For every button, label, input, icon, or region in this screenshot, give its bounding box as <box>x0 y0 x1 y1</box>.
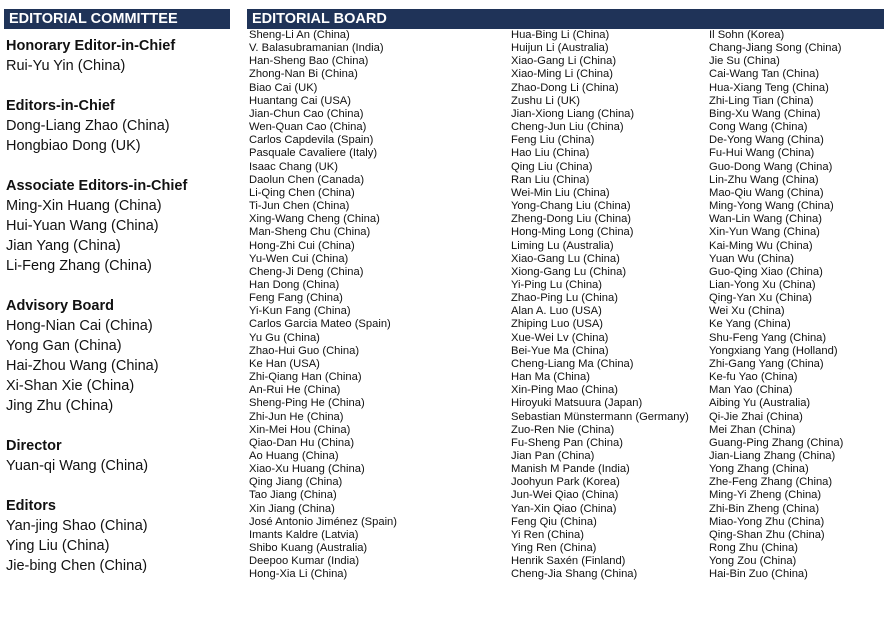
board-member: Zuo-Ren Nie (China) <box>511 423 615 436</box>
board-member: Lin-Zhu Wang (China) <box>709 173 819 186</box>
board-member: Hong-Zhi Cui (China) <box>249 239 355 252</box>
board-member: Il Sohn (Korea) <box>709 29 785 41</box>
board-member: Guo-Dong Wang (China) <box>709 160 833 173</box>
board-member: Qiao-Dan Hu (China) <box>249 436 355 449</box>
committee-member: Ying Liu (China) <box>6 538 110 554</box>
committee-section <box>6 176 242 276</box>
board-member: Ke Yang (China) <box>709 318 791 331</box>
board-member: Carlos Garcia Mateo (Spain) <box>249 318 391 331</box>
board-column-3 <box>709 29 843 582</box>
board-member: Zhao-Hui Guo (China) <box>249 344 360 357</box>
editorial-committee-list <box>6 36 242 596</box>
board-member: Ke-fu Yao (China) <box>709 371 798 384</box>
committee-member: Li-Feng Zhang (China) <box>6 258 152 274</box>
board-member: Biao Cai (UK) <box>249 81 318 94</box>
board-member: Zhe-Feng Zhang (China) <box>709 476 833 489</box>
board-member: Ti-Jun Chen (China) <box>249 200 350 213</box>
board-member: Jian-Liang Zhang (China) <box>709 450 836 462</box>
committee-section <box>6 96 242 156</box>
board-member: Bei-Yue Ma (China) <box>511 344 609 357</box>
board-member: Zhi-Ling Tian (China) <box>709 94 814 107</box>
board-member: Wen-Quan Cao (China) <box>249 121 367 134</box>
board-member: Zhiping Luo (USA) <box>511 318 604 331</box>
committee-section <box>6 436 242 476</box>
committee-member: Ming-Xin Huang (China) <box>6 198 162 214</box>
board-member: Yuan Wu (China) <box>709 252 794 265</box>
board-member: Feng Liu (China) <box>511 134 595 147</box>
board-member: Yongxiang Yang (Holland) <box>709 344 838 357</box>
board-member: An-Rui He (China) <box>249 384 341 397</box>
board-member: Guang-Ping Zhang (China) <box>709 436 844 449</box>
board-member: Cheng-Jun Liu (China) <box>511 121 624 134</box>
committee-section-title: Associate Editors-in-Chief <box>6 178 188 194</box>
board-member: Xiao-Gang Li (China) <box>511 55 617 68</box>
board-member: Yan-Xin Qiao (China) <box>511 502 617 515</box>
board-member: Hao Liu (China) <box>511 147 590 160</box>
board-member: Alan A. Luo (USA) <box>511 305 602 318</box>
committee-member: Hai-Zhou Wang (China) <box>6 358 159 374</box>
board-column-2 <box>511 29 689 582</box>
board-member: Cheng-Ji Deng (China) <box>249 265 364 278</box>
board-member: Xin Jiang (China) <box>249 502 335 515</box>
committee-member: Dong-Liang Zhao (China) <box>6 118 170 134</box>
committee-section <box>6 36 242 76</box>
board-member: Ao Huang (China) <box>249 450 339 462</box>
committee-member: Jian Yang (China) <box>6 238 121 254</box>
board-member: Yu Gu (China) <box>249 331 320 344</box>
editorial-board-header: EDITORIAL BOARD <box>247 9 884 29</box>
committee-member: Jie-bing Chen (China) <box>6 558 148 574</box>
board-member: Hua-Xiang Teng (China) <box>709 81 829 94</box>
committee-section <box>6 496 242 576</box>
board-member: Bing-Xu Wang (China) <box>709 107 821 120</box>
committee-section-title: Advisory Board <box>6 298 114 314</box>
board-member: Henrik Saxén (Finland) <box>511 555 626 568</box>
board-member: Qing-Yan Xu (China) <box>709 292 813 305</box>
board-member: Han Dong (China) <box>249 278 340 291</box>
committee-section-title: Director <box>6 438 62 454</box>
board-member: Wan-Lin Wang (China) <box>709 213 822 226</box>
committee-member: Hongbiao Dong (UK) <box>6 138 141 154</box>
board-member: Manish M Pande (India) <box>511 463 630 476</box>
board-member: Xiao-Gang Lu (China) <box>511 252 620 265</box>
board-member: Joohyun Park (Korea) <box>511 476 620 489</box>
board-member: Hai-Bin Zuo (China) <box>709 568 808 581</box>
board-member: Rong Zhu (China) <box>709 542 798 555</box>
board-member: Xin-Ping Mao (China) <box>511 384 618 397</box>
board-member: Zhao-Ping Lu (China) <box>511 292 618 305</box>
board-member: Cai-Wang Tan (China) <box>709 68 820 81</box>
board-member: Man-Sheng Chu (China) <box>249 226 371 239</box>
board-member: Guo-Qing Xiao (China) <box>709 265 823 278</box>
board-member: Zhao-Dong Li (China) <box>511 81 619 94</box>
editorial-committee-header: EDITORIAL COMMITTEE <box>4 9 230 29</box>
board-member: Imants Kaldre (Latvia) <box>249 528 359 541</box>
board-member: Wei Xu (China) <box>709 305 785 318</box>
committee-member: Xi-Shan Xie (China) <box>6 378 135 394</box>
board-member: Zheng-Dong Liu (China) <box>511 213 632 226</box>
committee-member: Jing Zhu (China) <box>6 398 114 414</box>
board-member: Xin-Mei Hou (China) <box>249 423 351 436</box>
board-member: De-Yong Wang (China) <box>709 134 824 147</box>
board-member: Man Yao (China) <box>709 384 793 397</box>
board-member: Deepoo Kumar (India) <box>249 555 360 568</box>
board-member: Lian-Yong Xu (China) <box>709 278 816 291</box>
board-member: Han-Sheng Bao (China) <box>249 55 369 68</box>
board-member: Zhi-Bin Zheng (China) <box>709 502 820 515</box>
board-member: Han Ma (China) <box>511 371 590 384</box>
board-member: Xin-Yun Wang (China) <box>709 226 820 239</box>
board-member: Carlos Capdevila (Spain) <box>249 134 374 147</box>
board-member: Yu-Wen Cui (China) <box>249 252 349 265</box>
board-member: Cong Wang (China) <box>709 121 808 134</box>
board-member: Zhi-Gang Yang (China) <box>709 357 824 370</box>
board-member: Xiong-Gang Lu (China) <box>511 265 627 278</box>
board-member: Huijun Li (Australia) <box>511 42 609 55</box>
committee-member: Rui-Yu Yin (China) <box>6 58 126 74</box>
committee-member: Hong-Nian Cai (China) <box>6 318 153 334</box>
board-member: Xue-Wei Lv (China) <box>511 331 609 344</box>
board-member: Xing-Wang Cheng (China) <box>249 213 380 226</box>
board-member: Yi Ren (China) <box>511 528 584 541</box>
board-member: Jian-Xiong Liang (China) <box>511 107 635 120</box>
board-member: Zhong-Nan Bi (China) <box>249 68 358 81</box>
board-member: Qing-Shan Zhu (China) <box>709 528 825 541</box>
board-member: Wei-Min Liu (China) <box>511 186 610 199</box>
board-member: Jie Su (China) <box>709 55 780 68</box>
board-member: Ying Ren (China) <box>511 542 597 555</box>
board-member: Sheng-Ping He (China) <box>249 397 365 410</box>
committee-section-title: Honorary Editor-in-Chief <box>6 38 176 54</box>
board-member: Yong Zhang (China) <box>709 463 809 476</box>
committee-member: Hui-Yuan Wang (China) <box>6 218 159 234</box>
board-member: Ming-Yi Zheng (China) <box>709 489 822 502</box>
board-member: Jian Pan (China) <box>511 450 595 462</box>
board-member: Isaac Chang (UK) <box>249 160 338 173</box>
board-member: Jian-Chun Cao (China) <box>249 107 364 120</box>
board-member: Qing Liu (China) <box>511 160 593 173</box>
board-member: Shu-Feng Yang (China) <box>709 331 827 344</box>
board-member: Sebastian Münstermann (Germany) <box>511 410 689 423</box>
board-member: Yi-Kun Fang (China) <box>249 305 351 318</box>
board-member: Li-Qing Chen (China) <box>249 186 355 199</box>
board-member: Yi-Ping Lu (China) <box>511 278 602 291</box>
board-member: Feng Fang (China) <box>249 292 343 305</box>
board-member: Tao Jiang (China) <box>249 489 337 502</box>
committee-section <box>6 296 242 416</box>
board-member: Ming-Yong Wang (China) <box>709 200 834 213</box>
board-member: Kai-Ming Wu (China) <box>709 239 813 252</box>
board-member: Aibing Yu (Australia) <box>709 397 811 410</box>
board-member: Cheng-Jia Shang (China) <box>511 568 638 581</box>
board-member: Huantang Cai (USA) <box>249 94 351 107</box>
board-member: Cheng-Liang Ma (China) <box>511 357 634 370</box>
board-member: Chang-Jiang Song (China) <box>709 42 842 55</box>
board-member: Yong Zou (China) <box>709 555 797 568</box>
board-member: Zhi-Jun He (China) <box>249 410 344 423</box>
committee-member: Yong Gan (China) <box>6 338 122 354</box>
board-member: Ke Han (USA) <box>249 357 320 370</box>
board-member: Hong-Ming Long (China) <box>511 226 634 239</box>
board-member: Hua-Bing Li (China) <box>511 29 610 41</box>
board-member: Qing Jiang (China) <box>249 476 343 489</box>
board-member: Hong-Xia Li (China) <box>249 568 348 581</box>
board-member: Miao-Yong Zhu (China) <box>709 515 825 528</box>
board-member: Qi-Jie Zhai (China) <box>709 410 803 423</box>
board-member: Jun-Wei Qiao (China) <box>511 489 619 502</box>
board-member: Zushu Li (UK) <box>511 94 581 107</box>
board-member: Fu-Hui Wang (China) <box>709 147 815 160</box>
board-member: Sheng-Li An (China) <box>249 29 350 41</box>
board-member: Shibo Kuang (Australia) <box>249 542 368 555</box>
board-member: Feng Qiu (China) <box>511 515 597 528</box>
board-member: Daolun Chen (Canada) <box>249 173 365 186</box>
board-member: Mao-Qiu Wang (China) <box>709 186 824 199</box>
board-member: Hiroyuki Matsuura (Japan) <box>511 397 643 410</box>
committee-member: Yuan-qi Wang (China) <box>6 458 149 474</box>
board-member: Zhi-Qiang Han (China) <box>249 371 362 384</box>
committee-section-title: Editors-in-Chief <box>6 98 115 114</box>
committee-section-title: Editors <box>6 498 56 514</box>
board-member: Fu-Sheng Pan (China) <box>511 436 623 449</box>
board-column-1 <box>249 29 397 582</box>
board-member: Mei Zhan (China) <box>709 423 796 436</box>
board-member: Yong-Chang Liu (China) <box>511 200 631 213</box>
board-member: Pasquale Cavaliere (Italy) <box>249 147 378 160</box>
board-member: Xiao-Xu Huang (China) <box>249 463 365 476</box>
board-member: V. Balasubramanian (India) <box>249 42 384 55</box>
board-member: Xiao-Ming Li (China) <box>511 68 613 81</box>
board-member: José Antonio Jiménez (Spain) <box>249 515 398 528</box>
board-member: Liming Lu (Australia) <box>511 239 614 252</box>
board-member: Ran Liu (China) <box>511 173 590 186</box>
committee-member: Yan-jing Shao (China) <box>6 518 148 534</box>
